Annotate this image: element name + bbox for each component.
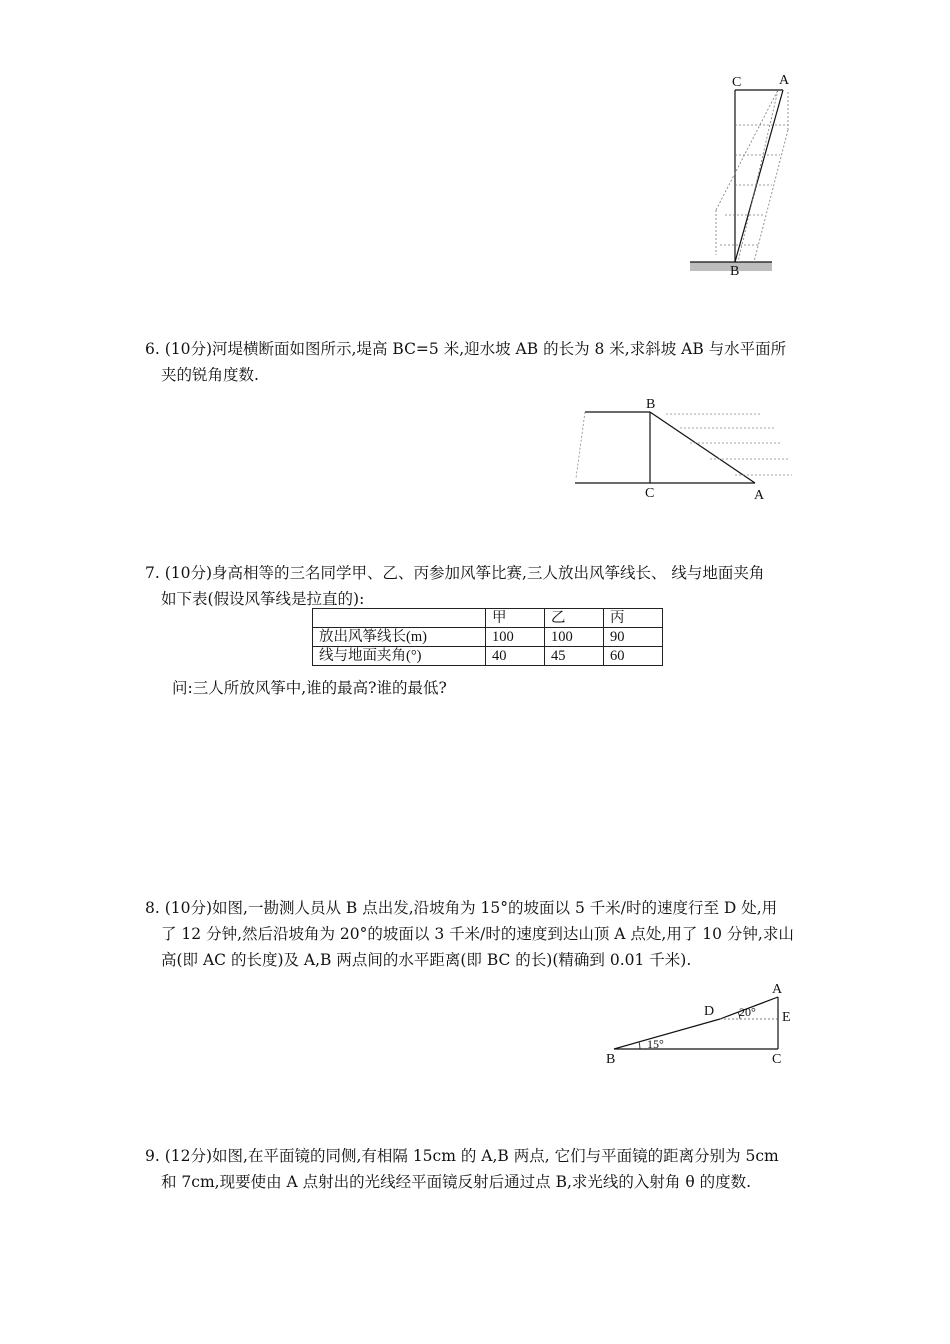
kite-table: [312, 608, 663, 666]
q7-line1: 7. (10分)身高相等的三名同学甲、乙、丙参加风筝比赛,三人放出风筝线长、 线与地面夹角: [145, 564, 765, 582]
q8-label-angle1: 15°: [647, 1037, 664, 1051]
table-cell: 线与地面夹角(°): [313, 647, 486, 666]
q9-line1: 9. (12分)如图,在平面镜的同侧,有相隔 15cm 的 A,B 两点, 它们与平面镜的距离分别为 5cm: [145, 1147, 779, 1165]
label-C-top: C: [732, 75, 742, 90]
label-A-top: A: [779, 73, 790, 88]
table-row: [313, 647, 663, 666]
question-7: [145, 560, 815, 612]
q6-label-A: A: [754, 488, 765, 503]
q8-line3: 高(即 AC 的长度)及 A,B 两点间的水平距离(即 BC 的长)(精确到 0.01 千米).: [161, 951, 692, 969]
q8-line1: 8. (10分)如图,一勘测人员从 B 点出发,沿坡角为 15°的坡面以 5 千米/时的速度行至 D 处,用: [145, 899, 778, 917]
question-9: [145, 1143, 815, 1195]
table-cell: 100: [545, 628, 604, 647]
label-B-top: B: [730, 264, 740, 279]
question-8: [145, 895, 815, 973]
q8-label-angle2: 20°: [739, 1005, 756, 1019]
table-cell: 100: [486, 628, 545, 647]
q8-label-C: C: [772, 1052, 782, 1067]
q6-line2: 夹的锐角度数.: [161, 366, 259, 384]
q8-label-B: B: [606, 1052, 616, 1067]
q8-line2: 了 12 分钟,然后沿坡角为 20°的坡面以 3 千米/时的速度到达山顶 A 点处,用了 10 分钟,求山: [161, 925, 794, 943]
q6-label-C: C: [645, 486, 655, 501]
table-cell: 乙: [545, 609, 604, 628]
q6-line1: 6. (10分)河堤横断面如图所示,堤高 BC=5 米,迎水坡 AB 的长为 8 米,求斜坡 AB 与水平面所: [145, 340, 787, 358]
q8-label-A: A: [772, 982, 783, 997]
question-6: [145, 336, 815, 388]
table-row: [313, 628, 663, 647]
table-cell: 丙: [604, 609, 663, 628]
table-cell: 45: [545, 647, 604, 666]
q7-question: 问:三人所放风筝中,谁的最高?谁的最低?: [172, 679, 447, 697]
table-cell: 60: [604, 647, 663, 666]
q8-figure: [600, 985, 800, 1065]
q6-figure: [570, 398, 800, 498]
q8-label-E: E: [782, 1010, 791, 1025]
table-header-row: [313, 609, 663, 628]
table-cell: 放出风筝线长(m): [313, 628, 486, 647]
q7-line2: 如下表(假设风筝线是拉直的):: [161, 590, 365, 608]
table-cell: [313, 609, 486, 628]
q6-label-B: B: [646, 397, 656, 412]
q9-line2: 和 7cm,现要使由 A 点射出的光线经平面镜反射后通过点 B,求光线的入射角 θ 的度数.: [161, 1173, 752, 1191]
table-cell: 40: [486, 647, 545, 666]
q8-label-D: D: [704, 1004, 715, 1019]
table-cell: 90: [604, 628, 663, 647]
table-cell: 甲: [486, 609, 545, 628]
top-figure: [680, 70, 790, 285]
